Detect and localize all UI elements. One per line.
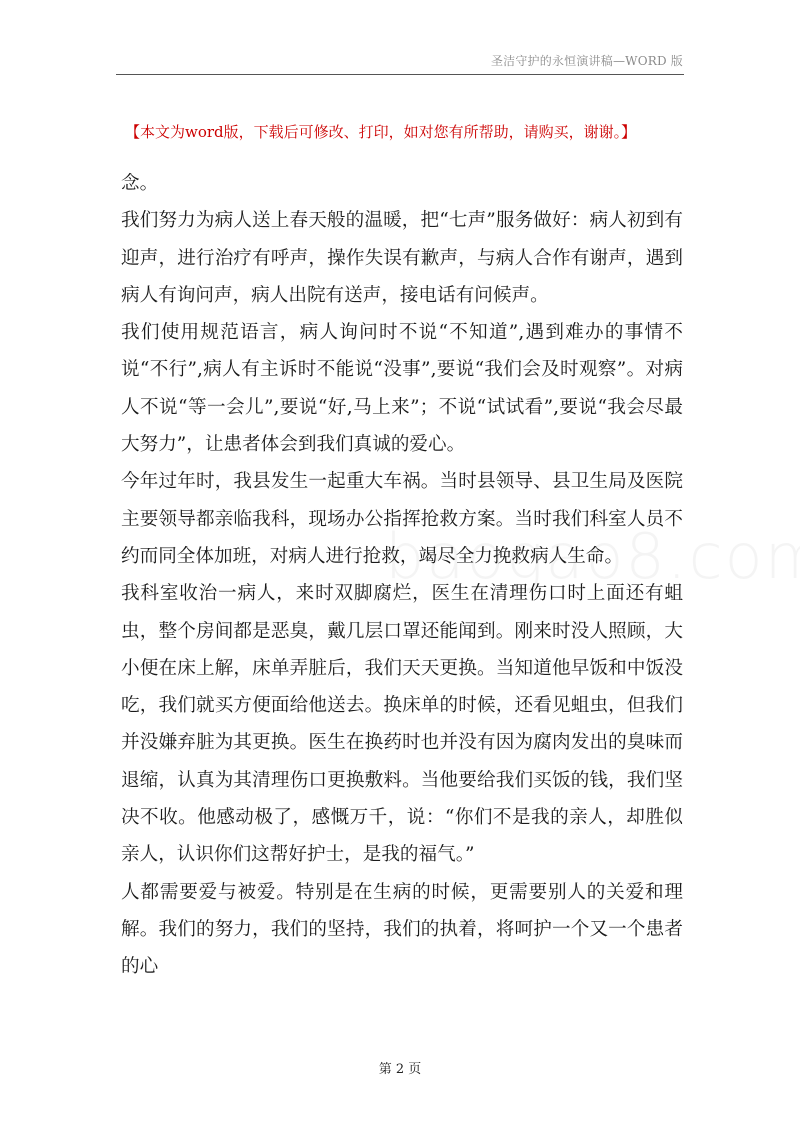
download-notice: 【本文为word版，下载后可修改、打印，如对您有所帮助，请购买，谢谢。】 (125, 123, 637, 141)
document-header-title: 圣洁守护的永恒演讲稿—WORD 版 (490, 54, 683, 68)
paragraph: 我们使用规范语言，病人询问时不说“不知道”,遇到难办的事情不说“不行”,病人有主诉时不能说“没事”,要说“我们会及时观察”。对病人不说“等一会儿”,要说“好,马上来”；不说“试试看”,要说“我会尽最大努力”，让患者体会到我们真诚的爱心。 (121, 322, 683, 456)
paragraph: 我科室收治一病人，来时双脚腐烂，医生在清理伤口时上面还有蛆虫，整个房间都是恶臭，戴几层口罩还能闻到。刚来时没人照顾，大小便在床上解，床单弄脏后，我们天天更换。当知道他早饭和中饭没吃，我们就买方便面给他送去。换床单的时候，还看见蛆虫，但我们并没嫌弃脏为其更换。医生在换药时也并没有因为腐肉发出的臭味而退缩，认真为其清理伤口更换敷料。当他要给我们买饭的钱，我们坚决不收。他感动极了，感慨万千，说：“你们不是我的亲人，却胜似亲人，认识你们这帮好护士，是我的福气。” (121, 583, 683, 866)
document-body (121, 165, 683, 986)
header-divider (116, 74, 684, 75)
paragraph: 念。 (121, 173, 159, 194)
page-number: 第 2 页 (378, 1062, 422, 1077)
paragraph: 今年过年时，我县发生一起重大车祸。当时县领导、县卫生局及医院主要领导都亲临我科，现场办公指挥抢救方案。当时我们科室人员不约而同全体加班，对病人进行抢救，竭尽全力挽救病人生命。 (121, 471, 683, 567)
paragraph: 人都需要爱与被爱。特别是在生病的时候，更需要别人的关爱和理解。我们的努力，我们的坚持，我们的执着，将呵护一个又一个患者的心 (121, 881, 683, 978)
paragraph: 我们努力为病人送上春天般的温暖，把“七声”服务做好：病人初到有迎声，进行治疗有呼声，操作失误有歉声，与病人合作有谢声，遇到病人有询问声，病人出院有送声，接电话有问候声。 (121, 210, 683, 306)
